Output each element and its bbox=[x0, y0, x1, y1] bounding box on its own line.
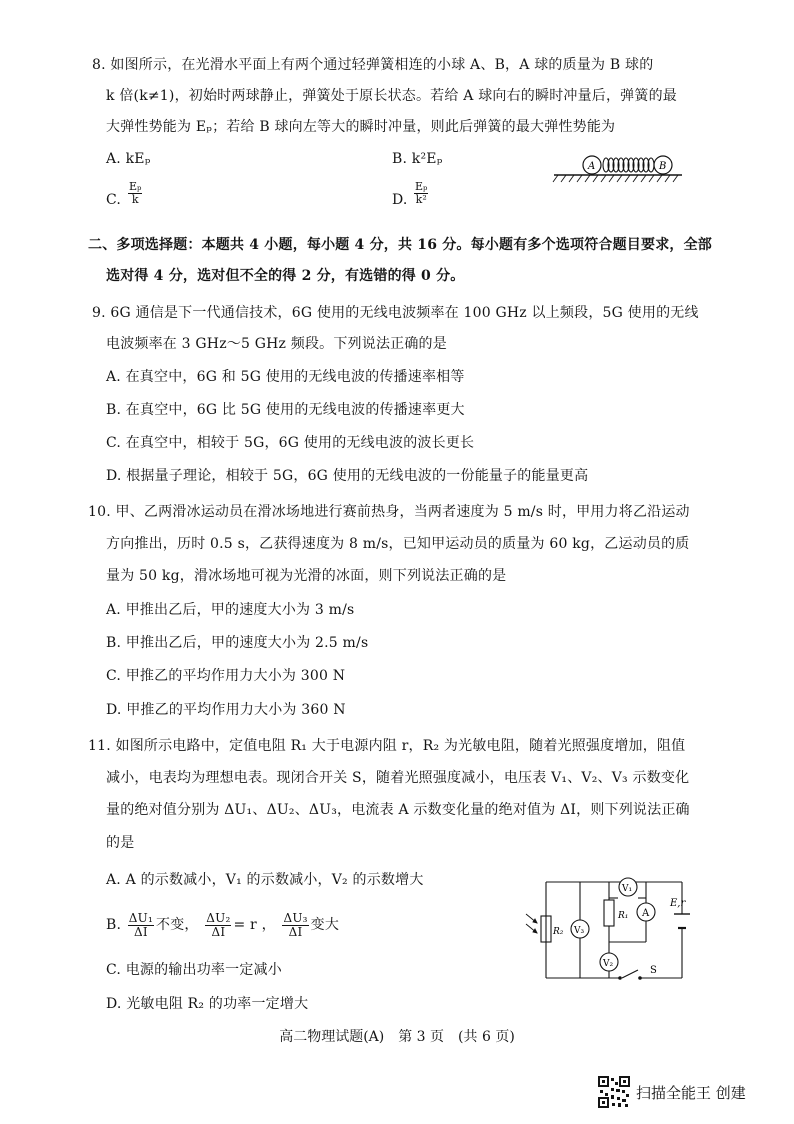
source-label: E,r bbox=[670, 898, 686, 909]
q10-option-b: B. 甲推出乙后，甲的速度大小为 2.5 m/s bbox=[106, 635, 369, 651]
q11-option-d: D. 光敏电阻 R₂ 的功率一定增大 bbox=[106, 996, 309, 1012]
q11-line3: 量的绝对值分别为 ΔU₁、ΔU₂、ΔU₃，电流表 A 示数变化量的绝对值为 ΔI，则下列说法正确 bbox=[106, 802, 690, 818]
q9-option-a: A. 在真空中，6G 和 5G 使用的无线电波的传播速率相等 bbox=[106, 369, 465, 385]
switch-label: S bbox=[650, 965, 657, 976]
fraction-du2-di: $\frac{\text{ΔU₂}}{\Delta I}$ bbox=[206, 910, 231, 939]
v3-label: V₃ bbox=[574, 926, 585, 936]
q10-option-c: C. 甲推乙的平均作用力大小为 300 N bbox=[106, 668, 346, 684]
q9-line1: 9. 6G 通信是下一代通信技术，6G 使用的无线电波频率在 100 GHz 以上频段，5G 使用的无线 bbox=[92, 305, 699, 321]
q11-option-b bbox=[106, 907, 339, 943]
fraction-du1-di: $\frac{\text{ΔU₁}}{\Delta I}$ bbox=[128, 910, 153, 939]
spring-figure bbox=[550, 150, 686, 184]
q8-option-c: C. bbox=[106, 192, 122, 208]
switch-blade bbox=[622, 970, 638, 978]
q9-option-d: D. 根据量子理论，相较于 5G，6G 使用的无线电波的一份能量子的能量更高 bbox=[106, 468, 589, 484]
light-arrows bbox=[526, 914, 537, 933]
q8-line1: 8. 如图所示，在光滑水平面上有两个通过轻弹簧相连的小球 A、B，A 球的质量为 B 球的 bbox=[92, 57, 654, 73]
fraction-du3-di: $\frac{\text{ΔU₃}}{\Delta I}$ bbox=[283, 910, 308, 939]
q11-line1: 11. 如图所示电路中，定值电阻 R₁ 大于电源内阻 r，R₂ 为光敏电阻，随着光照强度增加，阻值 bbox=[88, 738, 686, 754]
ground-hatch bbox=[553, 175, 678, 182]
q10-line3: 量为 50 kg，滑冰场地可视为光滑的冰面，则下列说法正确的是 bbox=[106, 568, 507, 584]
q11-option-b-mid2: = r ， bbox=[233, 917, 276, 933]
q9-line2: 电波频率在 3 GHz～5 GHz 频段。下列说法正确的是 bbox=[106, 336, 447, 352]
q11-option-b-prefix: B. bbox=[106, 917, 122, 933]
q8-option-b: B. k²Eₚ bbox=[392, 151, 443, 167]
v1-label: V₁ bbox=[622, 884, 633, 894]
q10-line2: 方向推出，历时 0.5 s，乙获得速度为 8 m/s，已知甲运动员的质量为 60 kg，乙运动员的质 bbox=[106, 536, 690, 552]
q11-line2: 减小，电表均为理想电表。现闭合开关 S，随着光照强度减小，电压表 V₁、V₂、V₃ 示数变化 bbox=[106, 770, 690, 786]
q9-option-b: B. 在真空中，6G 比 5G 使用的无线电波的传播速率更大 bbox=[106, 402, 465, 418]
resistor-r1 bbox=[604, 900, 614, 926]
q8-option-d-fraction: $\frac{\text{Eₚ}}{\text{k²}}$ bbox=[415, 180, 428, 206]
q9-option-c: C. 在真空中，相较于 5G，6G 使用的无线电波的波长更长 bbox=[106, 435, 475, 451]
q10-option-a: A. 甲推出乙后，甲的速度大小为 3 m/s bbox=[106, 602, 355, 618]
q11-option-b-mid1: 不变， bbox=[156, 917, 199, 933]
q11-option-c: C. 电源的输出功率一定减小 bbox=[106, 962, 282, 978]
ball-b-label: B bbox=[659, 161, 667, 172]
q10-option-d: D. 甲推乙的平均作用力大小为 360 N bbox=[106, 702, 346, 718]
q8-option-d: D. bbox=[392, 192, 408, 208]
q8-line3: 大弹性势能为 Eₚ；若给 B 球向左等大的瞬时冲量，则此后弹簧的最大弹性势能为 bbox=[106, 119, 616, 135]
spring-coil bbox=[603, 158, 654, 172]
v2-label: V₂ bbox=[603, 959, 614, 969]
watermark-text: 扫描全能王 创建 bbox=[636, 1084, 746, 1102]
q8-option-a: A. kEₚ bbox=[106, 151, 151, 167]
circuit-diagram bbox=[522, 870, 694, 988]
qr-code-icon bbox=[598, 1076, 630, 1108]
section2-header-line2: 选对得 4 分，选对但不全的得 2 分，有选错的得 0 分。 bbox=[106, 268, 465, 284]
q11-option-b-suffix: 变大 bbox=[310, 917, 340, 933]
ammeter-label: A bbox=[642, 908, 650, 919]
r2-label: R₂ bbox=[553, 927, 564, 937]
q8-option-c-fraction: $\frac{\text{Eₚ}}{k}$ bbox=[129, 180, 142, 206]
q8-line2: k 倍(k≠1)，初始时两球静止，弹簧处于原长状态。若给 A 球向右的瞬时冲量后，弹簧的最 bbox=[106, 88, 677, 104]
q10-line1: 10. 甲、乙两滑冰运动员在滑冰场地进行赛前热身，当两者速度为 5 m/s 时，甲用力将乙沿运动 bbox=[88, 504, 690, 520]
ball-a-label: A bbox=[588, 161, 596, 172]
section2-header-line1: 二、多项选择题：本题共 4 小题，每小题 4 分，共 16 分。每小题有多个选项符合题目要求，全部 bbox=[88, 237, 713, 253]
q11-option-a: A. A 的示数减小，V₁ 的示数减小，V₂ 的示数增大 bbox=[106, 872, 424, 888]
r1-label: R₁ bbox=[618, 911, 629, 921]
q11-line4: 的是 bbox=[106, 835, 135, 851]
page-footer: 高二物理试题(A) 第 3 页 (共 6 页) bbox=[279, 1029, 515, 1045]
